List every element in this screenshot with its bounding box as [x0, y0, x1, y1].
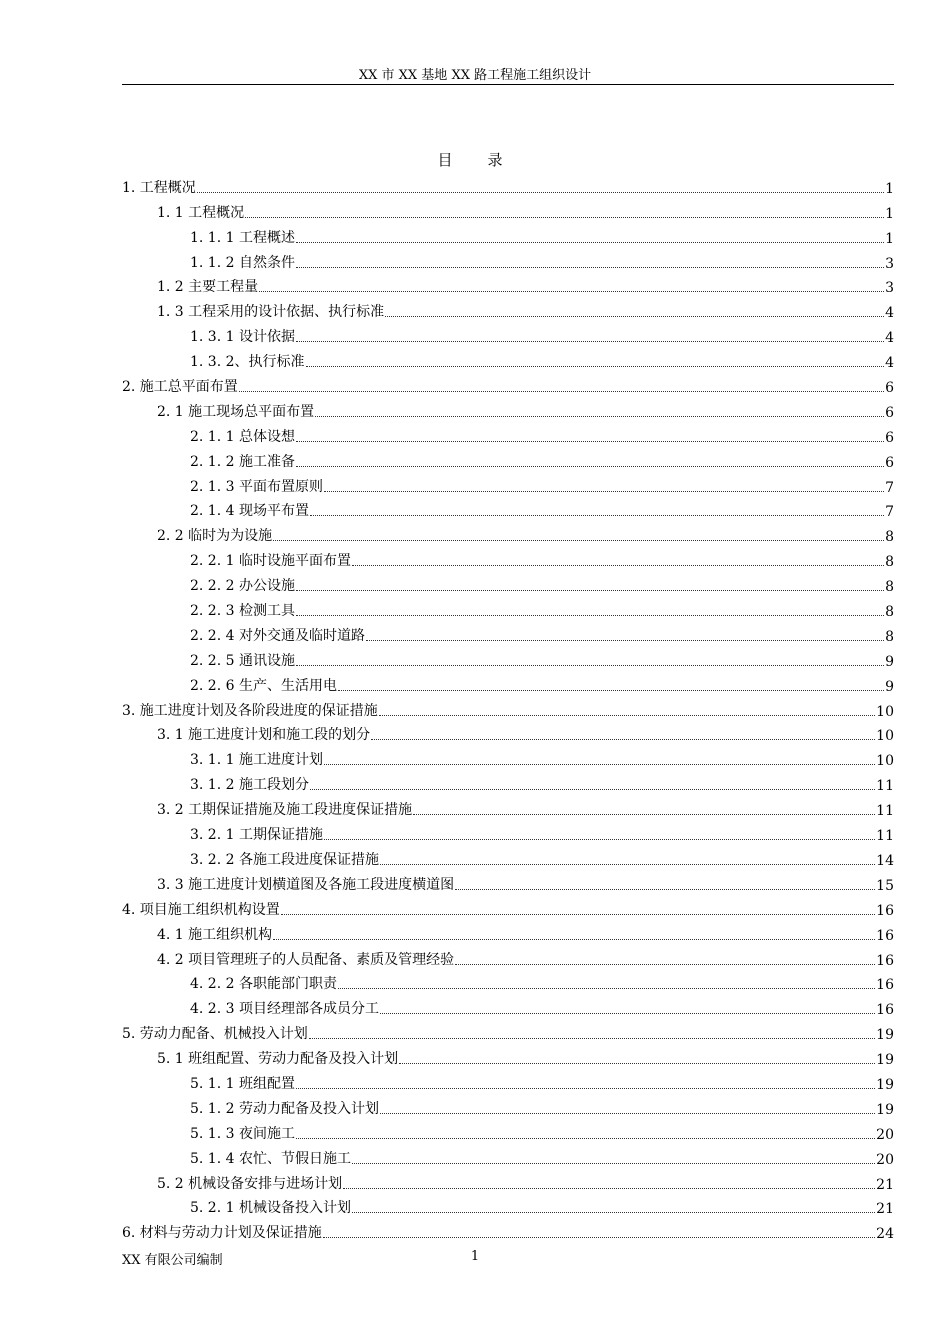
toc-entry-page: 24 — [876, 1226, 894, 1243]
toc-dot-leader — [352, 1162, 875, 1164]
toc-entry[interactable] — [122, 1018, 894, 1043]
toc-entry-title: 2. 2. 2 办公设施 — [190, 578, 295, 595]
toc-entry-page: 4 — [885, 330, 894, 347]
toc-entry[interactable] — [122, 869, 894, 894]
toc-dot-leader — [296, 340, 884, 342]
toc-dot-leader — [296, 241, 884, 243]
toc-entry[interactable] — [122, 1193, 894, 1218]
toc-entry-page: 20 — [876, 1126, 894, 1143]
toc-dot-leader — [315, 415, 884, 417]
toc-entry[interactable] — [122, 172, 894, 197]
toc-dot-leader — [296, 1087, 875, 1089]
toc-entry[interactable] — [122, 545, 894, 570]
toc-dot-leader — [324, 763, 875, 765]
toc-entry-title: 5. 劳动力配备、机械投入计划 — [122, 1026, 308, 1043]
header-divider — [122, 84, 894, 85]
footer-company: XX 有限公司编制 — [122, 1253, 223, 1268]
toc-entry-title: 4. 2 项目管理班子的人员配备、素质及管理经验 — [157, 951, 455, 968]
toc-entry[interactable] — [122, 894, 894, 919]
toc-entry[interactable] — [122, 1068, 894, 1093]
toc-entry[interactable] — [122, 346, 894, 371]
table-of-contents — [122, 172, 894, 1242]
toc-dot-leader — [324, 490, 884, 492]
toc-dot-leader — [352, 1211, 875, 1213]
toc-entry-page: 16 — [876, 952, 894, 969]
toc-dot-leader — [281, 913, 875, 915]
toc-entry-page: 7 — [885, 504, 894, 521]
toc-dot-leader — [197, 191, 884, 193]
toc-entry-title: 3. 施工进度计划及各阶段进度的保证措施 — [122, 702, 378, 719]
toc-entry-page: 19 — [876, 1101, 894, 1118]
toc-entry-page: 16 — [876, 1002, 894, 1019]
toc-entry-title: 1. 1 工程概况 — [157, 204, 245, 221]
toc-dot-leader — [239, 390, 884, 392]
toc-entry-title: 4. 2. 2 各职能部门职责 — [190, 976, 337, 993]
toc-entry-page: 15 — [876, 877, 894, 894]
toc-dot-leader — [380, 1112, 875, 1114]
toc-entry-page: 16 — [876, 902, 894, 919]
toc-entry-page: 14 — [876, 852, 894, 869]
toc-entry[interactable] — [122, 321, 894, 346]
toc-entry[interactable] — [122, 695, 894, 720]
toc-dot-leader — [310, 514, 884, 516]
toc-entry-title: 3. 1. 2 施工段划分 — [190, 777, 309, 794]
toc-entry[interactable] — [122, 595, 894, 620]
toc-entry-title: 1. 1. 2 自然条件 — [190, 254, 295, 271]
toc-entry-title: 1. 3 工程采用的设计依据、执行标准 — [157, 304, 385, 321]
toc-entry-title: 6. 材料与劳动力计划及保证措施 — [122, 1225, 322, 1242]
page-header-title: XX 市 XX 基地 XX 路工程施工组织设计 — [358, 68, 592, 83]
toc-entry-title: 2. 1. 2 施工准备 — [190, 453, 295, 470]
toc-entry[interactable] — [122, 645, 894, 670]
toc-dot-leader — [380, 1012, 875, 1014]
toc-dot-leader — [296, 440, 884, 442]
toc-entry-title: 1. 3. 2、执行标准 — [190, 354, 305, 371]
toc-dot-leader — [296, 1137, 875, 1139]
toc-entry-title: 5. 1. 2 劳动力配备及投入计划 — [190, 1100, 379, 1117]
toc-dot-leader — [343, 1187, 875, 1189]
toc-entry[interactable] — [122, 844, 894, 869]
toc-entry-title: 2. 1. 3 平面布置原则 — [190, 478, 323, 495]
toc-entry-title: 2. 2. 6 生产、生活用电 — [190, 677, 337, 694]
toc-entry-title: 3. 2 工期保证措施及施工段进度保证措施 — [157, 802, 413, 819]
toc-entry[interactable] — [122, 1118, 894, 1143]
toc-dot-leader — [296, 266, 884, 268]
toc-entry[interactable] — [122, 496, 894, 521]
toc-entry-page: 8 — [885, 579, 894, 596]
toc-entry-page: 21 — [876, 1176, 894, 1193]
toc-entry-page: 8 — [885, 628, 894, 645]
toc-dot-leader — [309, 1037, 875, 1039]
toc-dot-leader — [413, 813, 875, 815]
toc-entry-title: 1. 2 主要工程量 — [157, 279, 259, 296]
toc-entry-page: 16 — [876, 927, 894, 944]
toc-entry-page: 21 — [876, 1201, 894, 1218]
toc-entry-title: 2. 2. 3 检测工具 — [190, 603, 295, 620]
toc-entry-page: 1 — [885, 230, 894, 247]
toc-entry-title: 4. 项目施工组织机构设置 — [122, 901, 280, 918]
toc-entry-page: 7 — [885, 479, 894, 496]
toc-entry-title: 3. 1 施工进度计划和施工段的划分 — [157, 727, 371, 744]
toc-entry-page: 9 — [885, 653, 894, 670]
toc-dot-leader — [296, 664, 884, 666]
toc-dot-leader — [245, 216, 884, 218]
toc-dot-leader — [455, 888, 875, 890]
toc-entry-page: 11 — [876, 803, 894, 820]
toc-entry-title: 4. 2. 3 项目经理部各成员分工 — [190, 1001, 379, 1018]
toc-dot-leader — [296, 589, 884, 591]
toc-entry-page: 4 — [885, 355, 894, 372]
toc-entry-page: 6 — [885, 380, 894, 397]
toc-entry[interactable] — [122, 1168, 894, 1193]
toc-entry-title: 2. 1. 4 现场平布置 — [190, 503, 309, 520]
toc-entry-title: 2. 2 临时为为设施 — [157, 528, 273, 545]
toc-dot-leader — [273, 539, 884, 541]
toc-dot-leader — [380, 863, 875, 865]
toc-heading: 目 录 — [437, 151, 513, 169]
toc-dot-leader — [366, 639, 884, 641]
toc-entry[interactable] — [122, 1043, 894, 1068]
toc-entry-page: 1 — [885, 205, 894, 222]
toc-entry[interactable] — [122, 371, 894, 396]
toc-entry[interactable] — [122, 744, 894, 769]
toc-dot-leader — [296, 614, 884, 616]
toc-entry[interactable] — [122, 769, 894, 794]
toc-entry[interactable] — [122, 720, 894, 745]
toc-entry-title: 3. 1. 1 施工进度计划 — [190, 752, 323, 769]
toc-entry[interactable] — [122, 993, 894, 1018]
toc-entry[interactable] — [122, 794, 894, 819]
toc-entry[interactable] — [122, 272, 894, 297]
toc-entry-title: 5. 1. 4 农忙、节假日施工 — [190, 1150, 351, 1167]
toc-entry[interactable] — [122, 620, 894, 645]
toc-entry[interactable] — [122, 421, 894, 446]
toc-entry-page: 8 — [885, 554, 894, 571]
toc-dot-leader — [296, 465, 884, 467]
toc-entry-page: 11 — [876, 778, 894, 795]
toc-dot-leader — [338, 987, 875, 989]
toc-dot-leader — [338, 689, 884, 691]
toc-entry-title: 3. 2. 2 各施工段进度保证措施 — [190, 851, 379, 868]
toc-entry-page: 16 — [876, 977, 894, 994]
toc-entry[interactable] — [122, 969, 894, 994]
toc-entry-page: 10 — [876, 753, 894, 770]
toc-dot-leader — [273, 938, 875, 940]
toc-entry-title: 5. 2. 1 机械设备投入计划 — [190, 1200, 351, 1217]
toc-entry[interactable] — [122, 919, 894, 944]
toc-entry-title: 2. 施工总平面布置 — [122, 379, 238, 396]
toc-entry[interactable] — [122, 247, 894, 272]
toc-dot-leader — [310, 788, 875, 790]
toc-entry-title: 5. 1. 1 班组配置 — [190, 1075, 295, 1092]
toc-entry-title: 1. 工程概况 — [122, 179, 196, 196]
toc-entry-page: 19 — [876, 1076, 894, 1093]
toc-dot-leader — [352, 564, 884, 566]
toc-entry-title: 5. 1. 3 夜间施工 — [190, 1125, 295, 1142]
toc-entry-title: 3. 3 施工进度计划横道图及各施工段进度横道图 — [157, 876, 455, 893]
toc-entry[interactable] — [122, 819, 894, 844]
toc-entry-page: 1 — [885, 180, 894, 197]
toc-dot-leader — [455, 963, 875, 965]
toc-dot-leader — [259, 290, 884, 292]
toc-entry[interactable] — [122, 1093, 894, 1118]
toc-entry-page: 11 — [876, 828, 894, 845]
footer-page-number: 1 — [470, 1249, 480, 1264]
toc-entry-title: 2. 2. 1 临时设施平面布置 — [190, 553, 351, 570]
toc-entry-title: 2. 1. 1 总体设想 — [190, 428, 295, 445]
toc-entry-page: 6 — [885, 454, 894, 471]
toc-entry[interactable] — [122, 520, 894, 545]
toc-entry-title: 5. 2 机械设备安排与进场计划 — [157, 1175, 343, 1192]
toc-entry-page: 3 — [885, 280, 894, 297]
toc-entry-page: 4 — [885, 305, 894, 322]
toc-entry[interactable] — [122, 670, 894, 695]
toc-entry[interactable] — [122, 1217, 894, 1242]
toc-entry-title: 4. 1 施工组织机构 — [157, 926, 273, 943]
toc-entry-title: 2. 2. 5 通讯设施 — [190, 652, 295, 669]
toc-entry-page: 8 — [885, 604, 894, 621]
toc-entry[interactable] — [122, 222, 894, 247]
toc-entry-page: 9 — [885, 678, 894, 695]
toc-entry-page: 10 — [876, 703, 894, 720]
toc-dot-leader — [323, 1236, 875, 1238]
toc-entry-title: 2. 1 施工现场总平面布置 — [157, 403, 315, 420]
toc-entry[interactable] — [122, 944, 894, 969]
toc-entry[interactable] — [122, 197, 894, 222]
toc-entry[interactable] — [122, 396, 894, 421]
toc-entry-page: 6 — [885, 404, 894, 421]
toc-dot-leader — [385, 315, 884, 317]
toc-entry-page: 20 — [876, 1151, 894, 1168]
toc-entry[interactable] — [122, 471, 894, 496]
toc-dot-leader — [371, 738, 875, 740]
toc-dot-leader — [306, 365, 885, 367]
toc-dot-leader — [324, 838, 875, 840]
toc-entry-title: 1. 1. 1 工程概述 — [190, 229, 295, 246]
toc-entry-page: 19 — [876, 1027, 894, 1044]
toc-entry[interactable] — [122, 570, 894, 595]
toc-dot-leader — [399, 1062, 875, 1064]
toc-entry-title: 3. 2. 1 工期保证措施 — [190, 827, 323, 844]
toc-entry-page: 6 — [885, 429, 894, 446]
toc-entry-title: 5. 1 班组配置、劳动力配备及投入计划 — [157, 1051, 399, 1068]
toc-entry-page: 3 — [885, 255, 894, 272]
toc-dot-leader — [379, 714, 875, 716]
toc-entry-title: 1. 3. 1 设计依据 — [190, 329, 295, 346]
toc-entry[interactable] — [122, 446, 894, 471]
toc-entry-page: 19 — [876, 1052, 894, 1069]
toc-entry-page: 10 — [876, 728, 894, 745]
toc-entry[interactable] — [122, 296, 894, 321]
toc-entry-page: 8 — [885, 529, 894, 546]
toc-entry-title: 2. 2. 4 对外交通及临时道路 — [190, 627, 365, 644]
toc-entry[interactable] — [122, 1143, 894, 1168]
